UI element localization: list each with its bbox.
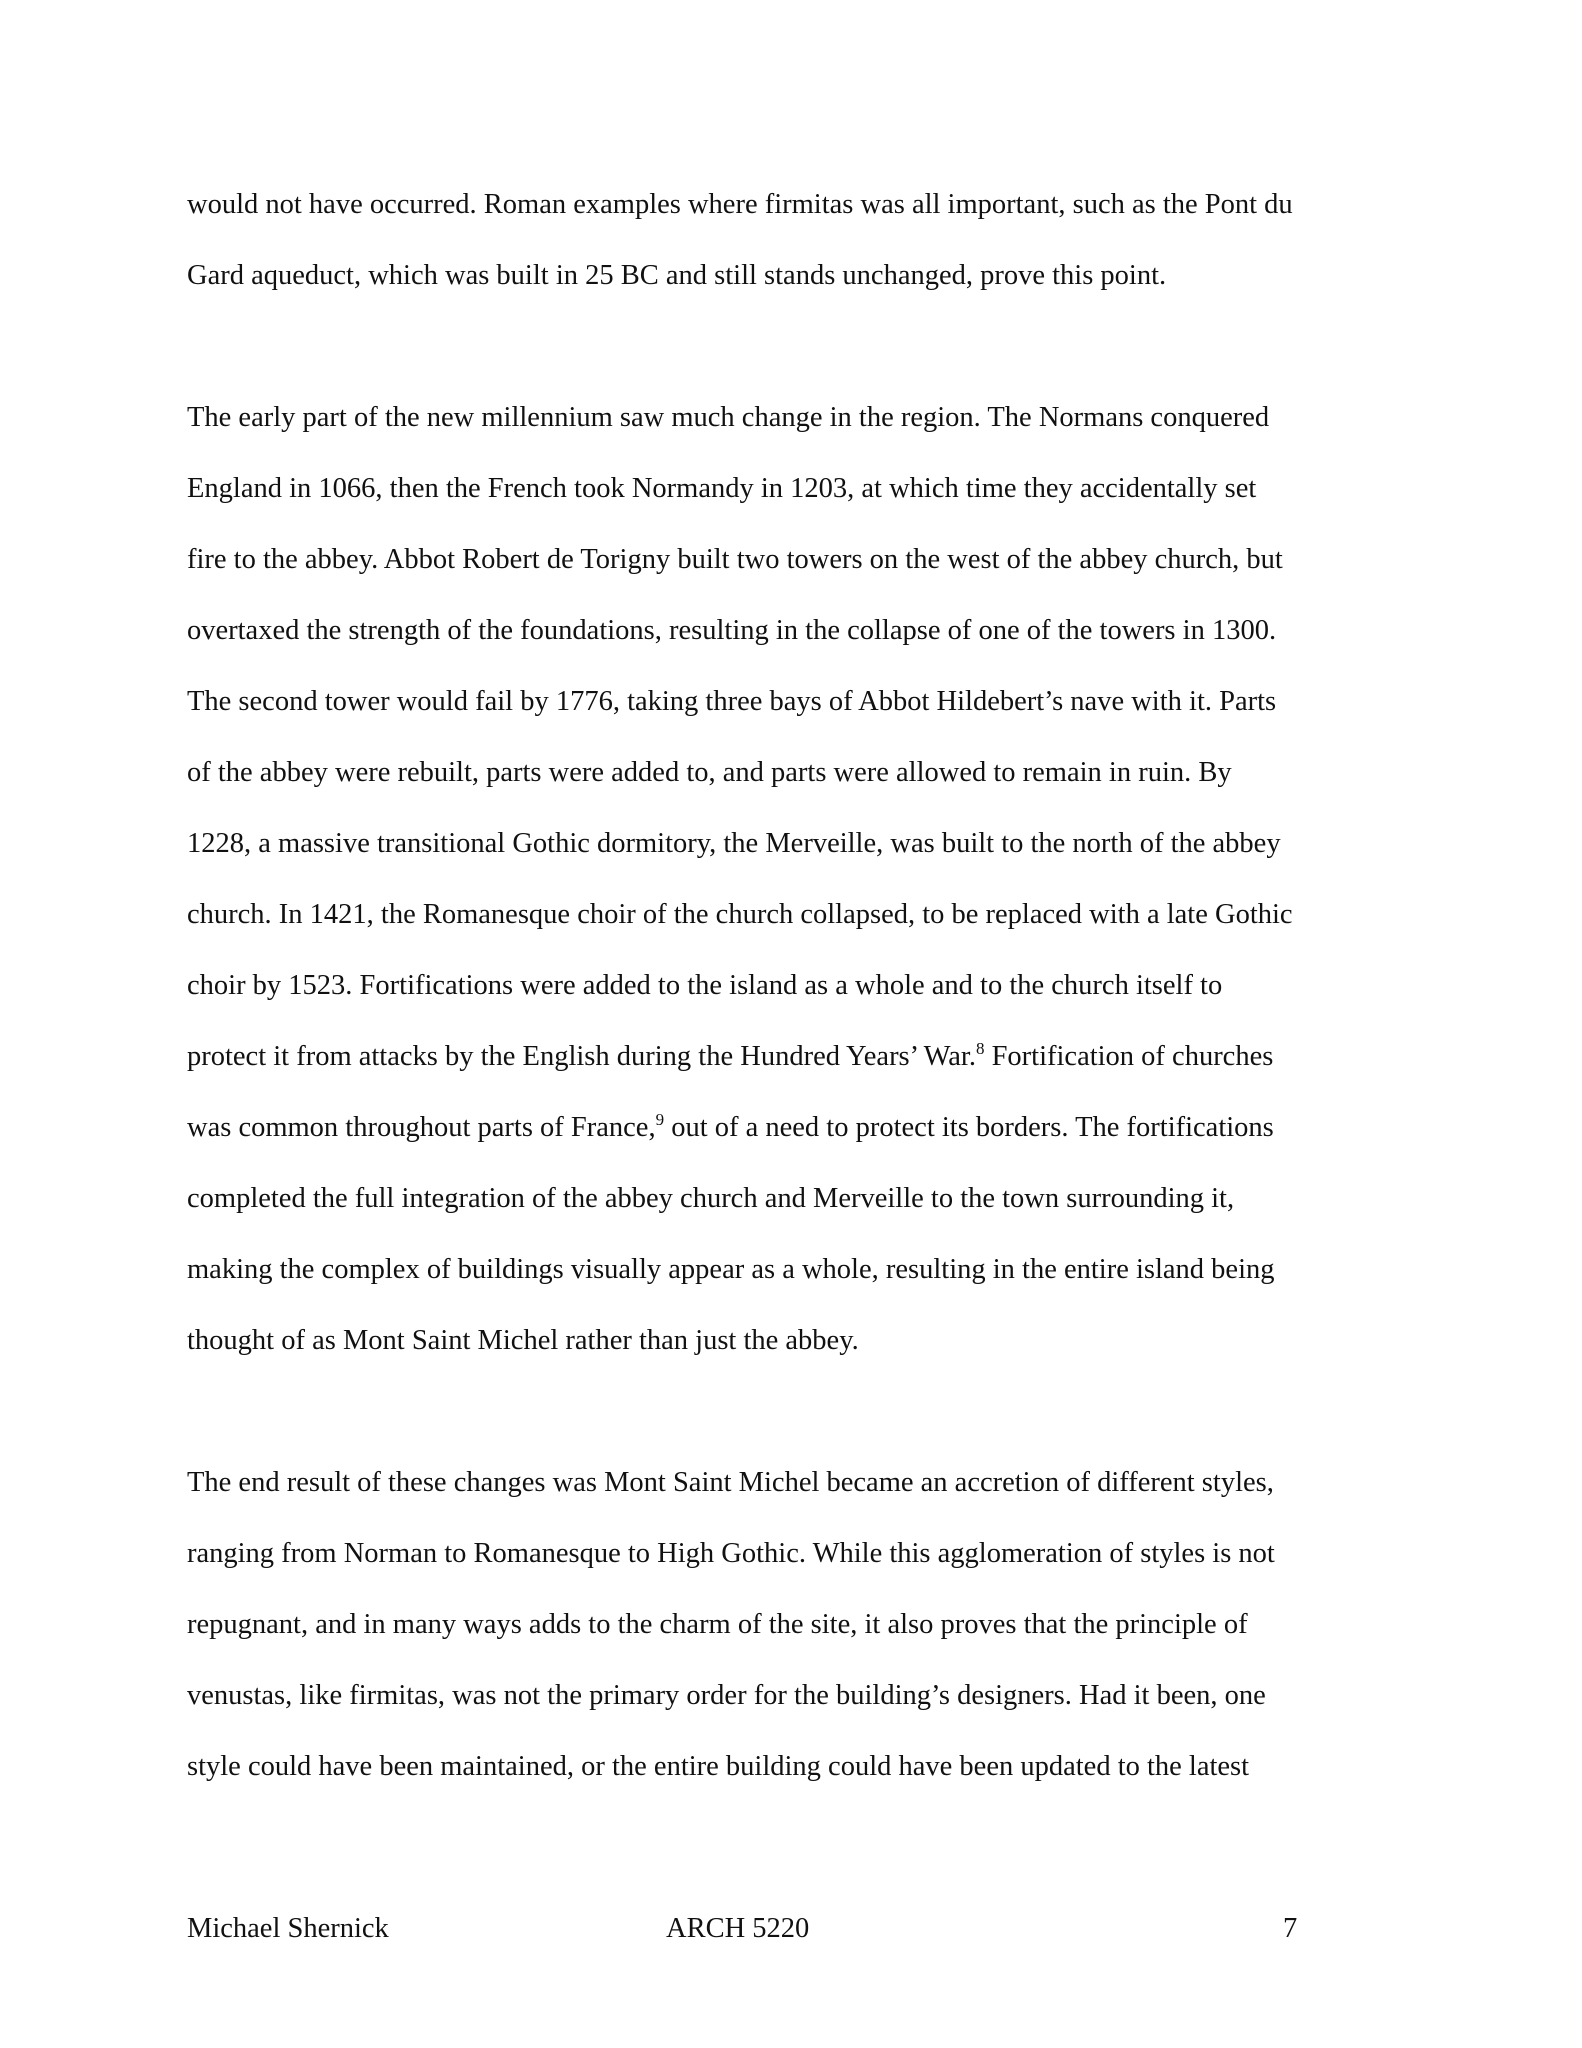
paragraph2-line9: choir by 1523. Fortifications were added to the island as a whole and to the church itself to <box>187 970 1223 1001</box>
paragraph2-line14: thought of as Mont Saint Michel rather than just the abbey. <box>187 1325 859 1356</box>
paragraph2-line10 <box>187 1040 1273 1074</box>
paragraph2-line8: church. In 1421, the Romanesque choir of the church collapsed, to be replaced with a late Gothic <box>187 899 1293 930</box>
footer-author: Michael Shernick <box>187 1913 389 1944</box>
paragraph2-line10-text-b: Fortification of churches <box>984 1041 1274 1072</box>
paragraph2-line5: The second tower would fail by 1776, taking three bays of Abbot Hildebert’s nave with it. Parts <box>187 686 1277 717</box>
paragraph2-line12: completed the full integration of the abbey church and Merveille to the town surrounding it, <box>187 1183 1235 1214</box>
paragraph2-line11-text-a: was common throughout parts of France, <box>187 1112 656 1143</box>
paragraph3-line4: venustas, like firmitas, was not the primary order for the building’s designers. Had it been, one <box>187 1680 1266 1711</box>
paragraph2-line11-text-b: out of a need to protect its borders. The fortifications <box>664 1112 1274 1143</box>
paragraph2-line13: making the complex of buildings visually appear as a whole, resulting in the entire island being <box>187 1254 1275 1285</box>
paragraph2-line2: England in 1066, then the French took Normandy in 1203, at which time they accidentally set <box>187 473 1257 504</box>
paragraph3-line5: style could have been maintained, or the entire building could have been updated to the latest <box>187 1751 1250 1782</box>
paragraph1-line1: would not have occurred. Roman examples where firmitas was all important, such as the Pont du <box>187 189 1293 220</box>
footnote-ref-8: 8 <box>975 1039 985 1058</box>
paragraph2-line11 <box>187 1111 1274 1145</box>
paragraph2-line10-text-a: protect it from attacks by the English during the Hundred Years’ War. <box>187 1041 976 1072</box>
paragraph2-line6: of the abbey were rebuilt, parts were added to, and parts were allowed to remain in ruin. By <box>187 757 1232 788</box>
paragraph2-line3: fire to the abbey. Abbot Robert de Torigny built two towers on the west of the abbey church, but <box>187 544 1283 575</box>
paragraph1-line2: Gard aqueduct, which was built in 25 BC and still stands unchanged, prove this point. <box>187 260 1167 291</box>
paragraph3-line2: ranging from Norman to Romanesque to High Gothic. While this agglomeration of styles is not <box>187 1538 1275 1569</box>
paragraph2-line1: The early part of the new millennium saw much change in the region. The Normans conquered <box>187 402 1270 433</box>
footer-page-number: 7 <box>1283 1913 1298 1944</box>
paragraph2-line4: overtaxed the strength of the foundations, resulting in the collapse of one of the towers in 1300. <box>187 615 1277 646</box>
paragraph3-line3: repugnant, and in many ways adds to the charm of the site, it also proves that the principle of <box>187 1609 1248 1640</box>
paragraph2-line7: 1228, a massive transitional Gothic dormitory, the Merveille, was built to the north of the abbey <box>187 828 1281 859</box>
footnote-ref-9: 9 <box>655 1110 665 1129</box>
paragraph3-line1: The end result of these changes was Mont Saint Michel became an accretion of different styles, <box>187 1467 1274 1498</box>
footer-course: ARCH 5220 <box>666 1913 810 1944</box>
